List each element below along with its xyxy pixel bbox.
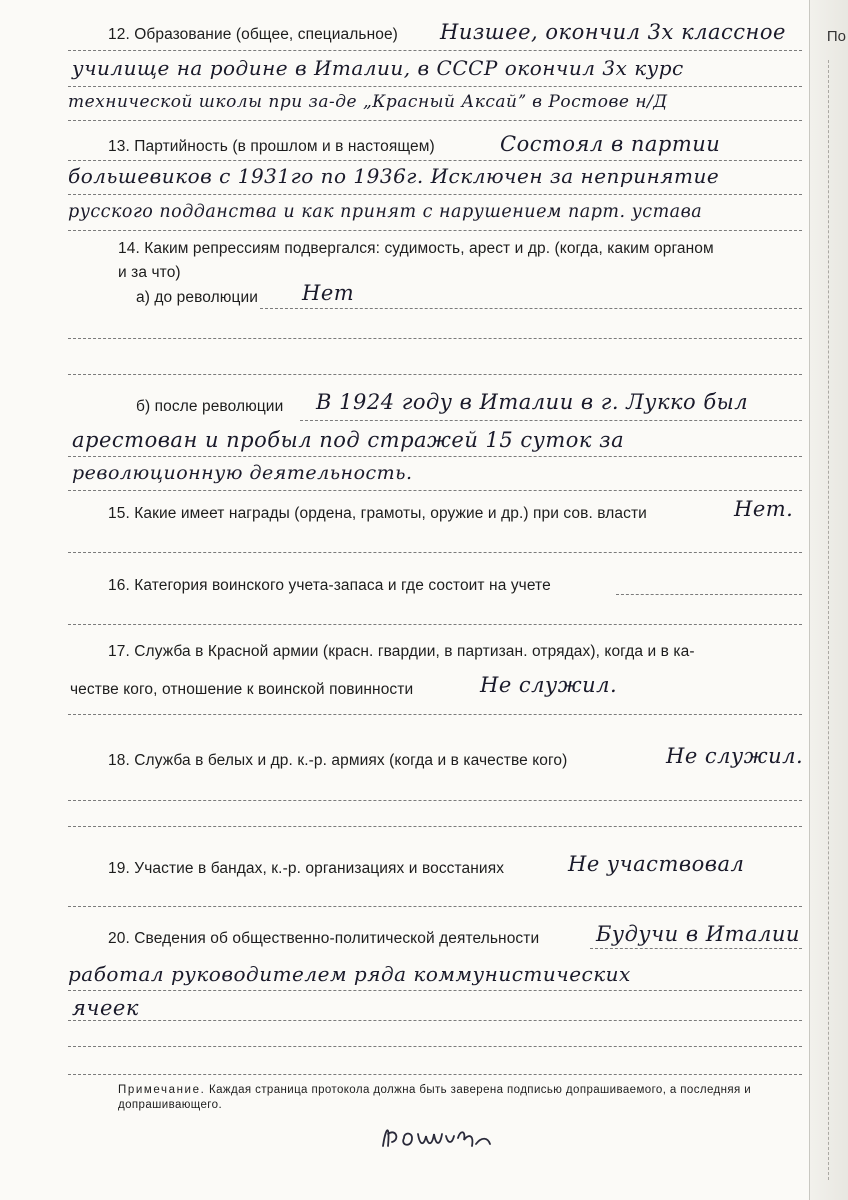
rule-line [68, 490, 802, 491]
item-19-label: 19. Участие в бандах, к.-р. организациях и восстаниях [108, 860, 505, 877]
item-14-label-2: и за что) [118, 264, 181, 281]
item-14b-answer-2: арестован и пробыл под стражей 15 суток за [72, 428, 625, 452]
item-15-label: 15. Какие имеет награды (ордена, грамоты, оружие и др.) при сов. власти [108, 505, 647, 522]
rule-line [68, 194, 802, 195]
rule-line [68, 826, 802, 827]
item-16-label: 16. Категория воинского учета-запаса и где состоит на учете [108, 577, 551, 594]
adjacent-page-edge [809, 0, 848, 1200]
item-13-answer-1: Состоял в партии [500, 132, 721, 156]
rule-line [68, 624, 802, 625]
edge-dotted-line [828, 60, 830, 1180]
item-17-label-2: честве кого, отношение к воинской повинности [70, 681, 414, 698]
footnote-title: Примечание. [118, 1084, 206, 1096]
item-20-answer-1: Будучи в Италии [596, 922, 800, 946]
rule-line [68, 990, 802, 991]
item-20-label: 20. Сведения об общественно-политической деятельности [108, 930, 540, 947]
item-20-answer-3: ячеек [72, 996, 139, 1020]
rule-line [68, 906, 802, 907]
item-18-label: 18. Служба в белых и др. к.-р. армиях (когда и в качестве кого) [108, 752, 568, 769]
item-17-answer: Не служил. [480, 673, 618, 697]
rule-line [68, 1074, 802, 1075]
item-14a-answer: Нет [302, 281, 355, 305]
item-15-answer: Нет. [734, 497, 794, 521]
rule-line [68, 160, 802, 161]
margin-tab-text: По [826, 28, 846, 45]
signature [378, 1116, 498, 1161]
item-14-label: 14. Каким репрессиям подвергался: судимость, арест и др. (когда, каким органом [118, 240, 714, 257]
rule-line [68, 800, 802, 801]
rule-line [260, 308, 802, 309]
item-12-label: 12. Образование (общее, специальное) [108, 26, 398, 43]
item-12-answer-3: технической школы при за-де „Красный Аксайˮ в Ростове н/Д [68, 92, 668, 112]
footnote-text: Каждая страница протокола должна быть заверена подписью допрашиваемого, а последняя и допрашивающего. [118, 1084, 752, 1111]
item-19-answer: Не участвовал [568, 852, 745, 876]
rule-line [68, 50, 802, 51]
signature-scribble-icon [378, 1116, 498, 1156]
item-13-answer-2: большевиков с 1931го по 1936г. Исключен за непринятие [68, 164, 720, 188]
footnote [118, 1083, 798, 1113]
item-17-label: 17. Служба в Красной армии (красн. гвардии, в партизан. отрядах), когда и в ка- [108, 643, 695, 660]
rule-line [68, 120, 802, 121]
item-14b-label: б) после революции [136, 398, 284, 415]
rule-line [590, 948, 802, 949]
item-14a-label: а) до революции [136, 289, 259, 306]
item-13-answer-3: русского подданства и как принят с нарушением парт. устава [68, 202, 703, 222]
item-12-answer-1: Низшее, окончил 3х классное [440, 20, 786, 44]
rule-line [68, 86, 802, 87]
rule-line [300, 420, 802, 421]
item-13-label: 13. Партийность (в прошлом и в настоящем) [108, 138, 435, 155]
rule-line [68, 714, 802, 715]
rule-line [68, 374, 802, 375]
rule-line [68, 1046, 802, 1047]
item-14b-answer-3: революционную деятельность. [72, 462, 413, 484]
rule-line [68, 338, 802, 339]
rule-line [68, 230, 802, 231]
item-18-answer: Не служил. [666, 744, 804, 768]
item-20-answer-2: работал руководителем ряда коммунистических [68, 962, 631, 986]
rule-line [68, 552, 802, 553]
rule-line [68, 456, 802, 457]
item-12-answer-2: училище на родине в Италии, в СССР окончил 3х курс [72, 56, 684, 80]
rule-line [68, 1020, 802, 1021]
item-14b-answer-1: В 1924 году в Италии в г. Лукко был [316, 390, 749, 414]
rule-line [616, 594, 802, 595]
